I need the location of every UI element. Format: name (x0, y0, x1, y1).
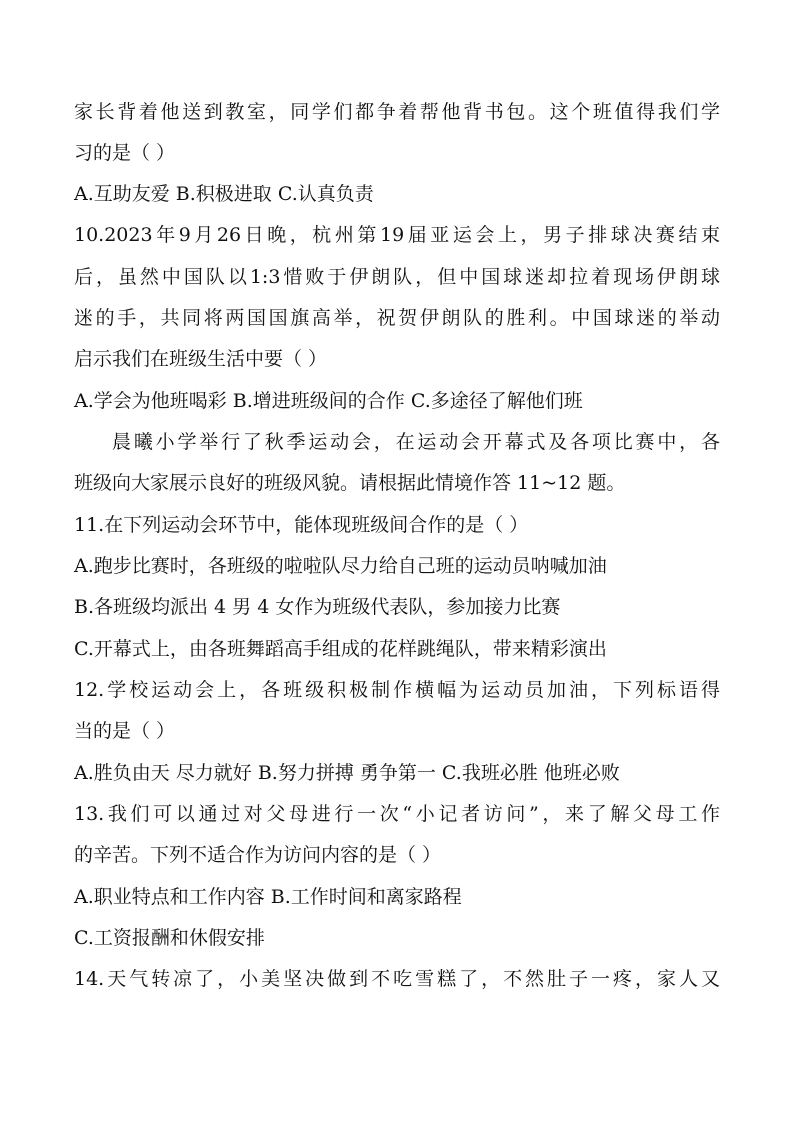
question-12-line: 12.学校运动会上，各班级积极制作横幅为运动员加油，下列标语得 (74, 679, 720, 701)
option-line: C.开幕式上，由各班舞蹈高手组成的花样跳绳队，带来精彩演出 (74, 638, 607, 660)
option-line: A.学会为他班喝彩 B.增进班级间的合作 C.多途径了解他们班 (74, 390, 583, 412)
option-line: B.各班级均派出 4 男 4 女作为班级代表队，参加接力比赛 (74, 596, 561, 618)
text-line: 后，虽然中国队以1:3惜败于伊朗队，但中国球迷却拉着现场伊朗球 (74, 266, 720, 288)
text-line: 当的是（ ） (74, 720, 176, 742)
question-11-line: 11.在下列运动会环节中，能体现班级间合作的是（ ） (74, 514, 529, 536)
scenario-line: 班级向大家展示良好的班级风貌。请根据此情境作答 11~12 题。 (74, 472, 626, 494)
option-line: A.互助友爱 B.积极进取 C.认真负责 (74, 183, 374, 205)
question-10-line: 10.2023年9月26日晚，杭州第19届亚运会上，男子排球决赛结束 (74, 224, 720, 246)
option-line: A.胜负由天 尽力就好 B.努力拼搏 勇争第一 C.我班必胜 他班必败 (74, 762, 620, 784)
text-line: 家长背着他送到教室，同学们都争着帮他背书包。这个班值得我们学 (74, 101, 720, 123)
text-line: 的辛苦。下列不适合作为访问内容的是（ ） (74, 844, 442, 866)
option-line: C.工资报酬和休假安排 (74, 927, 265, 949)
question-13-line: 13.我们可以通过对父母进行一次“小记者访问”，来了解父母工作 (74, 803, 720, 825)
option-line: A.跑步比赛时，各班级的啦啦队尽力给自己班的运动员呐喊加油 (74, 555, 607, 577)
option-line: A.职业特点和工作内容 B.工作时间和离家路程 (74, 886, 462, 908)
text-line: 启示我们在班级生活中要（ ） (74, 348, 328, 370)
text-line: 迷的手，共同将两国国旗高举，祝贺伊朗队的胜利。中国球迷的举动 (74, 307, 720, 329)
scenario-line: 晨曦小学举行了秋季运动会，在运动会开幕式及各项比赛中，各 (112, 431, 720, 453)
text-line: 习的是（ ） (74, 142, 176, 164)
question-14-line: 14.天气转凉了，小美坚决做到不吃雪糕了，不然肚子一疼，家人又 (74, 968, 720, 990)
